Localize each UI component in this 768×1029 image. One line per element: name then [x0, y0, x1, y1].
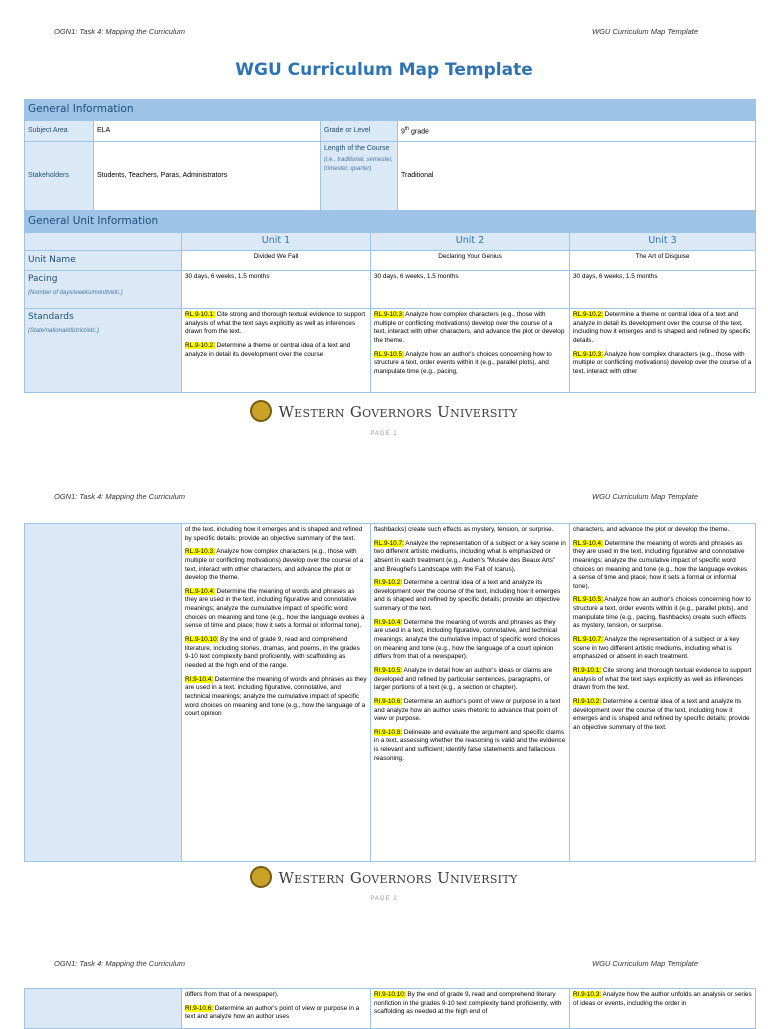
standard-entry: [573, 596, 752, 631]
standard-text: of the text, including how it emerges and is shaped and refined by specific details; provide an objective summary of the text.: [185, 526, 363, 542]
unit-1-pacing: 30 days, 6 weeks, 1.5 months: [182, 271, 371, 309]
standard-code: RL.9-10.4:: [185, 587, 215, 595]
unit-info-table: [24, 211, 756, 393]
subject-area-label: Subject Area: [25, 121, 94, 142]
standard-text: Analyze how the author unfolds an analysis or series of ideas or events, including the order in: [573, 991, 752, 1007]
standard-text: differs from that of a newspaper).: [185, 991, 279, 998]
stakeholders-value: Students, Teachers, Paras, Administrators: [94, 142, 321, 211]
unit-3-header: Unit 3: [570, 233, 756, 251]
subject-area-value: ELA: [94, 121, 321, 142]
grade-level-value: 9th grade: [398, 121, 756, 142]
standard-entry: [185, 991, 367, 1000]
standard-text: Analyze how an author's choices concerning how to structure a text, order events within it (e.g., parallel plots), and manipulate time (e.g., pacing, flashbacks) create such effects as mystery, tension, or surprise.: [573, 596, 751, 630]
standards-label-continued: [25, 989, 182, 1029]
stakeholders-label: Stakeholders: [25, 142, 94, 211]
standard-text: Determine a central idea of a text and analyze its development over the course of the text, including how it emerges and is shaped and refined by specific details; provide an objective summary of the text.: [573, 697, 750, 731]
standards-label-continued: [25, 524, 182, 862]
unit-header-blank: [25, 233, 182, 251]
standard-code: RI.9-10.3:: [573, 991, 602, 998]
page-number: PAGE 1: [370, 431, 398, 437]
standard-code: RL.9-10.3:: [374, 311, 404, 318]
grade-level-label: Grade or Level: [321, 121, 398, 142]
standard-entry: [573, 636, 752, 662]
running-header-left: OGN1: Task 4: Mapping the Curriculum: [54, 27, 186, 36]
standard-entry: [374, 526, 566, 535]
standard-code: RL.9-10.2:: [185, 341, 215, 349]
page-number: PAGE 2: [370, 896, 398, 902]
running-header-right: WGU Curriculum Map Template: [592, 492, 698, 501]
standard-entry: [573, 991, 752, 1008]
standard-entry: [374, 698, 566, 724]
wgu-seal-icon: [250, 866, 272, 888]
standard-code: RL.9-10.10:: [185, 636, 219, 644]
standard-code: RL.9-10.3:: [185, 548, 215, 556]
standard-text: Analyze how complex characters (e.g., those with multiple or conflicting motivations) develop over the course of a text, interact with other characters, and advance the plot or develop the theme.: [374, 311, 565, 344]
standard-text: Cite strong and thorough textual evidence to support analysis of what the text says explicitly as well as inferences drawn from the text.: [573, 666, 752, 692]
document-title: WGU Curriculum Map Template: [235, 60, 533, 80]
standard-entry: [573, 667, 752, 693]
standard-text: Analyze how complex characters (e.g., those with multiple or conflicting motivations) develop over the course of a text, interact with other: [573, 350, 752, 375]
standard-entry: [185, 548, 367, 583]
standard-entry: [185, 311, 367, 337]
wgu-logo: Western Governors University: [0, 868, 768, 890]
wgu-logo: Western Governors University: [0, 402, 768, 424]
standard-entry: [185, 636, 367, 671]
wgu-seal-icon: [250, 400, 272, 422]
unit-info-band: General Unit Information: [25, 212, 756, 233]
standard-code: RI.9-10.1:: [573, 666, 602, 674]
standard-code: RI.9-10.2:: [573, 697, 602, 705]
standard-text: Determine an author's point of view or purpose in a text and analyze how an author uses rhetoric to advance that point of view or purpose.: [374, 697, 561, 723]
standard-entry: [185, 342, 367, 359]
standard-code: RI.9-10.5:: [374, 666, 403, 674]
standard-code: RL.9-10.1:: [185, 311, 215, 318]
standard-code: RL.9-10.4:: [573, 539, 603, 547]
length-of-course-value: Traditional: [398, 142, 756, 211]
standard-entry: [374, 579, 566, 614]
standard-entry: [573, 311, 752, 346]
unit-2-standards-p3: [371, 989, 570, 1029]
standard-text: Determine an author's point of view or purpose in a text and analyze how an author uses: [185, 1004, 360, 1021]
standard-text: Determine a theme or central idea of a text and analyze in detail its development over the course: [185, 341, 351, 358]
standard-entry: [374, 729, 566, 764]
standard-text: Analyze in detail how an author's ideas or claims are developed and refined by particular sentences, paragraphs, or larger portions of a text (e.g., a section or chapter).: [374, 666, 553, 692]
unit-1-name: Divided We Fall: [182, 251, 371, 271]
running-header-right: WGU Curriculum Map Template: [592, 959, 698, 968]
standard-text: Delineate and evaluate the argument and specific claims in a text, assessing whether the reasoning is valid and the evidence is relevant and sufficient; identify false statements and fallacious reasoning.: [374, 728, 566, 762]
standard-entry: [573, 698, 752, 733]
unit-3-pacing: 30 days, 6 weeks, 1.5 months: [570, 271, 756, 309]
general-info-table: [24, 99, 756, 211]
standard-code: RL.9-10.2:: [573, 311, 603, 318]
unit-2-header: Unit 2: [371, 233, 570, 251]
standard-code: RI.9-10.4:: [185, 675, 214, 683]
pacing-label: Pacing (Number of days/weeks/month/etc.): [25, 271, 182, 309]
unit-2-standards: [371, 309, 570, 393]
standard-entry: [185, 676, 367, 719]
running-header-left: OGN1: Task 4: Mapping the Curriculum: [54, 959, 186, 968]
standard-entry: [374, 540, 566, 575]
standard-code: RI.9-10.2:: [374, 579, 403, 587]
standard-entry: [185, 1005, 367, 1022]
standard-text: By the end of grade 9, read and comprehend literary nonfiction in the grades 9-10 text complexity band proficiently, with scaffolding as needed at the high end of: [374, 991, 562, 1016]
standards-label: Standards (State/national/district/etc.): [25, 309, 182, 393]
standard-text: Determine a central idea of a text and analyze its development over the course of the text, including how it emerges and is shaped and refined by specific details; provide an objective summary of the text.: [374, 579, 561, 613]
standard-entry: [374, 991, 566, 1017]
standards-continued-table-p3: [24, 988, 756, 1029]
running-header-right: WGU Curriculum Map Template: [592, 27, 698, 36]
standard-text: Analyze the representation of a subject or a key scene in two different artistic mediums, including what is emphasized or absent in each treatment.: [573, 636, 740, 661]
standard-entry: [374, 351, 566, 377]
standard-text: Determine the meaning of words and phrases as they are used in the text, including figurative and connotative meanings; analyze the cumulative impact of specific word choices on meaning and tone (e.g., how the language evokes a sense of time and place; how it sets a formal or informal tone).: [573, 539, 748, 590]
standard-text: Analyze how an author's choices concerning how to structure a text, order events within it (e.g., parallel plots), and manipulate time (e.g., pacing,: [374, 350, 552, 375]
standard-entry: [185, 526, 367, 543]
standard-text: Analyze how complex characters (e.g., those with multiple or conflicting motivations) develop over the course of a text, interact with other characters, and advance the plot or develop the theme.: [185, 548, 364, 582]
standards-continued-table: [24, 523, 756, 862]
unit-name-label: Unit Name: [25, 251, 182, 271]
standard-code: RI.9-10.10:: [374, 991, 406, 998]
standard-text: Determine a theme or central idea of a text and analyze in detail its development over the course of the text, including how it emerges and is shaped and refined by specific details.: [573, 311, 751, 344]
standard-text: Determine the meaning of words and phrases as they are used in a text, including figurative, connotative, and technical meanings; analyze the cumulative impact of specific word choices on meaning and tone (e.g., how the language of a court opinion differs from that of a newspaper).: [374, 618, 561, 661]
general-info-band: General Information: [25, 100, 756, 121]
standard-code: RI.9-10.6:: [374, 697, 403, 705]
standard-text: Analyze the representation of a subject or a key scene in two different artistic mediums, including what is emphasized or absent in each treatment (e.g., Auden's "Musée des Beaux Arts" and Breughel's Landscape with the Fall of Icarus).: [374, 539, 566, 573]
unit-1-standards-continued: [182, 524, 371, 862]
standard-code: RL.9-10.5:: [573, 596, 603, 604]
standard-entry: [374, 311, 566, 346]
standard-text: flashbacks) create such effects as mystery, tension, or surprise.: [374, 526, 554, 533]
standard-entry: [185, 588, 367, 631]
standard-code: RL.9-10.5:: [374, 350, 404, 358]
unit-1-standards-p3: [182, 989, 371, 1029]
standard-text: Determine the meaning of words and phrases as they are used in the text, including figurative and connotative meanings; analyze the cumulative impact of specific word choices on meaning and tone (e.g., how the language evokes a sense of time and place; how it sets a formal or informal tone).: [185, 587, 365, 630]
unit-2-name: Declaring Your Genius: [371, 251, 570, 271]
unit-3-standards-p3: [570, 989, 756, 1029]
running-header-left: OGN1: Task 4: Mapping the Curriculum: [54, 492, 186, 501]
standard-entry: [374, 667, 566, 693]
standard-code: RL.9-10.3:: [573, 350, 603, 358]
standard-code: RL.9-10.7:: [374, 539, 404, 547]
standard-code: RI.9-10.4:: [374, 618, 403, 626]
standard-text: Determine the meaning of words and phrases as they are used in a text, including figurative, connotative, and technical meanings; analyze the cumulative impact of specific word choices on meaning and tone (e.g., how the language of a court opinion: [185, 675, 367, 718]
standard-text: characters, and advance the plot or develop the theme.: [573, 526, 730, 533]
standard-text: By the end of grade 9, read and comprehend literature, including stories, dramas, and poems, in the grades 9-10 text complexity band proficiently, with scaffolding as needed at the high end of the range.: [185, 636, 360, 669]
unit-3-standards: [570, 309, 756, 393]
standard-text: Cite strong and thorough textual evidence to support analysis of what the text says explicitly as well as inferences drawn from the text.: [185, 311, 366, 336]
standard-entry: [573, 526, 752, 535]
unit-2-standards-continued: [371, 524, 570, 862]
standard-entry: [573, 351, 752, 377]
standard-entry: [374, 619, 566, 662]
unit-1-standards: [182, 309, 371, 393]
unit-2-pacing: 30 days, 6 weeks, 1.5 months: [371, 271, 570, 309]
standard-code: RI.9-10.6:: [185, 1004, 214, 1012]
unit-3-standards-continued: [570, 524, 756, 862]
standard-code: RI.9-10.8:: [374, 728, 403, 736]
length-of-course-label: Length of the Course (i.e., traditional, semester, trimester, quarter): [321, 142, 398, 211]
unit-3-name: The Art of Disguise: [570, 251, 756, 271]
unit-1-header: Unit 1: [182, 233, 371, 251]
standard-entry: [573, 540, 752, 592]
standard-code: RL.9-10.7:: [573, 636, 603, 644]
